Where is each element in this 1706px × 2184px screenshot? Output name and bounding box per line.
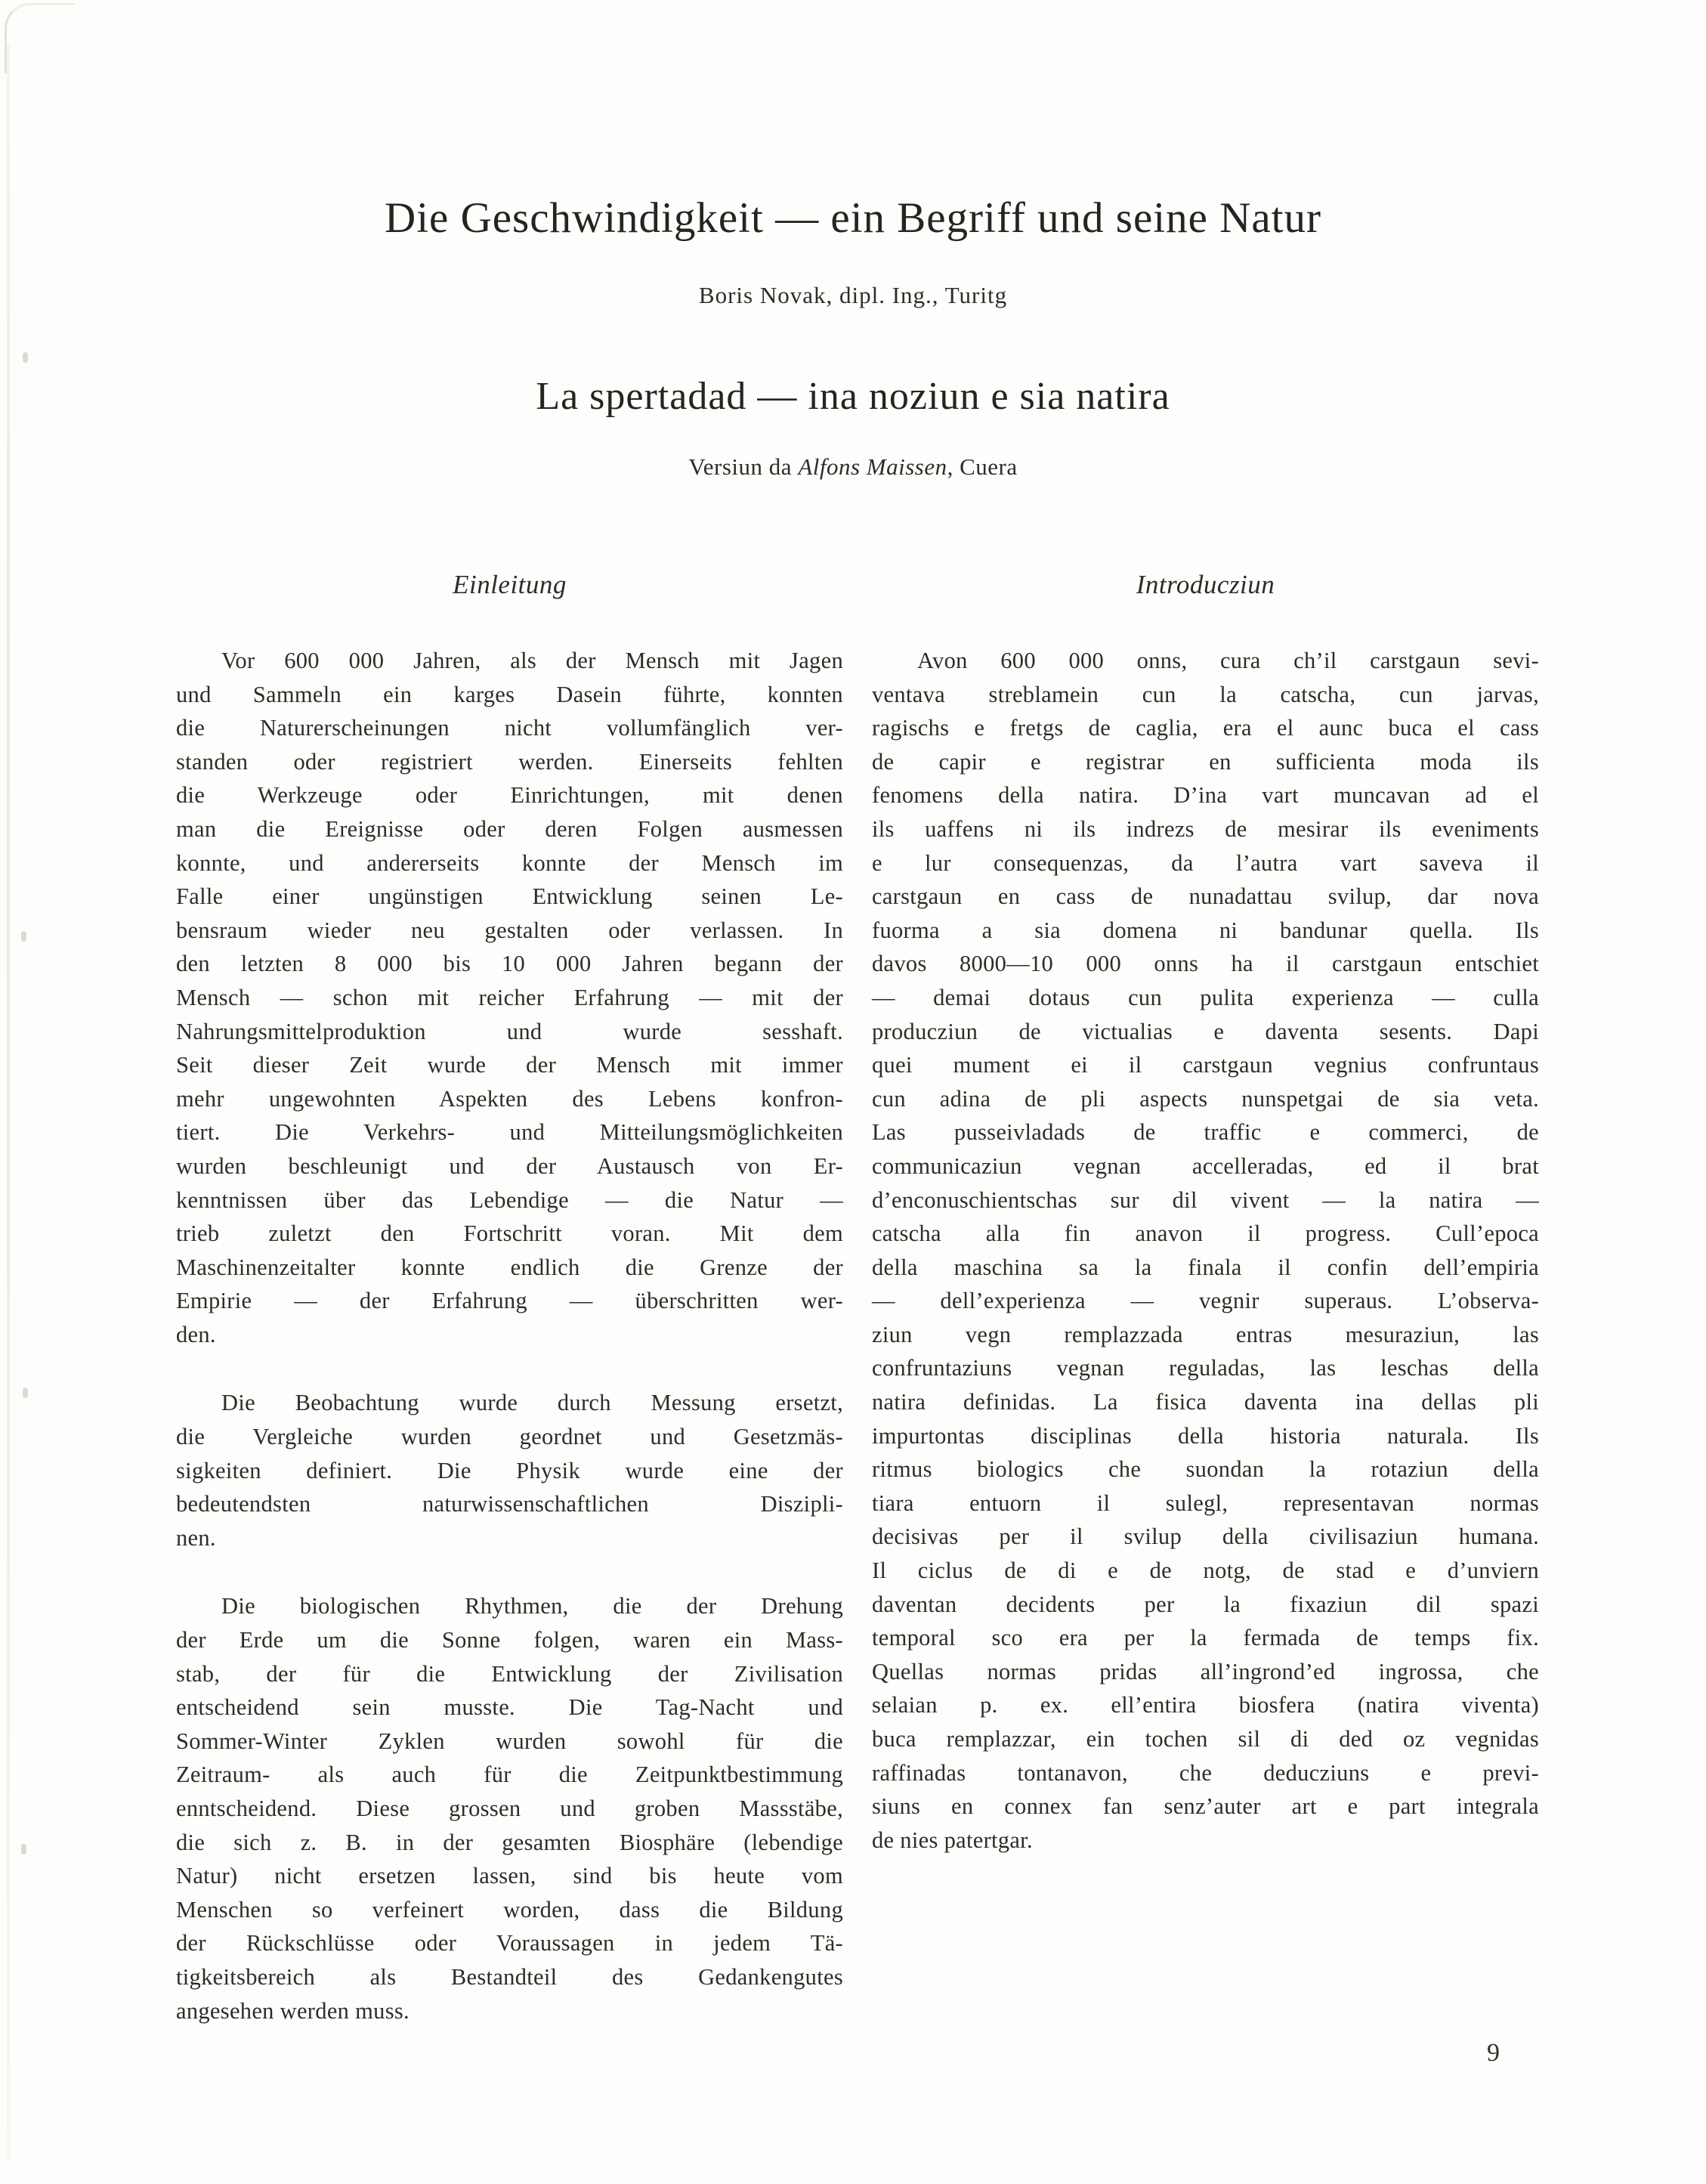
two-column-body	[0, 570, 1706, 2028]
page-number: 9	[1487, 2039, 1500, 2067]
text-line: tiara entuorn il sulegl, representavan normas	[872, 1490, 1539, 1516]
text-line: davos 8000—10 000 onns ha il carstgaun entschiet	[872, 951, 1539, 977]
text-line: selaian p. ex. ell’entira biosfera (natira viventa)	[872, 1692, 1539, 1718]
text-line: tiert. Die Verkehrs- und Mitteilungsmöglichkeiten	[176, 1119, 843, 1146]
text-line: fuorma a sia domena ni bandunar quella. Ils	[872, 917, 1539, 943]
text-line: trieb zuletzt den Fortschritt voran. Mit dem	[176, 1220, 843, 1247]
text-line: die sich z. B. in der gesamten Biosphäre (lebendige	[176, 1829, 843, 1855]
text-line: entscheidend sein musste. Die Tag-Nacht und	[176, 1694, 843, 1721]
text-line: buca remplazzar, ein tochen sil di ded oz vegnidas	[872, 1726, 1539, 1752]
text-line: konnte, und andererseits konnte der Mensch im	[176, 849, 843, 876]
text-line: quei mument ei il carstgaun vegnius confruntaus	[872, 1052, 1539, 1078]
text-line: ragischs e fretgs de caglia, era el aunc buca el cass	[872, 715, 1539, 741]
text-line: Il ciclus de di e de notg, de stad e d’unviern	[872, 1558, 1539, 1584]
text-line: Maschinenzeitalter konnte endlich die Grenze der	[176, 1254, 843, 1280]
text-line: enntscheidend. Diese grossen und groben Massstäbe,	[176, 1796, 843, 1821]
text-line: kenntnissen über das Lebendige — die Natur —	[176, 1186, 843, 1213]
text-line: ritmus biologics che suondan la rotaziun della	[872, 1456, 1539, 1483]
text-line: die Werkzeuge oder Einrichtungen, mit denen	[176, 782, 843, 809]
column-romansh	[872, 570, 1539, 2028]
text-line: ventava streblamein cun la catscha, cun jarvas,	[872, 681, 1539, 707]
paragraph	[176, 1589, 843, 2028]
column-romansh-text	[872, 644, 1539, 1857]
text-line: den.	[176, 1321, 216, 1347]
text-line: Nahrungsmittelproduktion und wurde sesshaft.	[176, 1018, 843, 1044]
text-line: della maschina sa la finala il confin dell’empiria	[872, 1254, 1539, 1280]
text-line: confruntaziuns vegnan reguladas, las leschas della	[872, 1355, 1539, 1381]
version-line	[0, 453, 1706, 481]
text-line: — demai dotaus cun pulita experienza — culla	[872, 984, 1539, 1010]
paragraph	[176, 1386, 843, 1554]
text-line: den letzten 8 000 bis 10 000 Jahren begann der	[176, 951, 843, 977]
text-line: die Vergleiche wurden geordnet und Gesetzmäs-	[176, 1424, 843, 1450]
text-line: raffinadas tontanavon, che deducziuns e previ-	[872, 1759, 1539, 1786]
text-line: catscha alla fin anavon il progress. Cull’epoca	[872, 1220, 1539, 1247]
text-line: Mensch — schon mit reicher Erfahrung — mit der	[176, 984, 843, 1010]
text-line: bedeutendsten naturwissenschaftlichen Diszipli-	[176, 1491, 843, 1517]
column-heading-introducziun: Introducziun	[1136, 570, 1275, 599]
text-line: de capir e registrar en sufficienta moda ils	[872, 748, 1539, 775]
text-line: Las pusseivladads de traffic e commerci, de	[872, 1119, 1539, 1146]
text-line: Empirie — der Erfahrung — überschritten wer-	[176, 1288, 843, 1314]
text-line: communicaziun vegnan accelleradas, ed il brat	[872, 1152, 1539, 1179]
version-prefix: Versiun da	[688, 453, 799, 480]
text-line: Menschen so verfeinert worden, dass die Bildung	[176, 1896, 843, 1923]
text-line: ils uaffens ni ils indrezs de mesirar ils eveniments	[872, 815, 1539, 842]
text-line: die Naturerscheinungen nicht vollumfänglich ver-	[176, 715, 843, 741]
version-suffix: , Cuera	[947, 453, 1018, 480]
text-line: siuns en connex fan senz’auter art e part integrala	[872, 1793, 1539, 1820]
text-line: cun adina de pli aspects nunspetgai de sia veta.	[872, 1085, 1539, 1112]
text-line: d’enconuschientschas sur dil vivent — la natira —	[872, 1186, 1539, 1213]
text-line: de nies patertgar.	[872, 1827, 1033, 1853]
text-line: tigkeitsbereich als Bestandteil des Gedankengutes	[176, 1963, 843, 1990]
text-line: Natur) nicht ersetzen lassen, sind bis heute vom	[176, 1863, 843, 1889]
text-line: Falle einer ungünstigen Entwicklung seinen Le-	[176, 883, 843, 910]
text-line: und Sammeln ein karges Dasein führte, konnten	[176, 681, 843, 707]
author-line: Boris Novak, dipl. Ing., Turitg	[698, 282, 1008, 308]
text-line: sigkeiten definiert. Die Physik wurde eine der	[176, 1457, 843, 1483]
paragraph	[872, 644, 1539, 1857]
text-line: stab, der für die Entwicklung der Zivilisation	[176, 1660, 843, 1687]
text-line: wurden beschleunigt und der Austausch von Er-	[176, 1152, 843, 1179]
text-line: Sommer-Winter Zyklen wurden sowohl für die	[176, 1728, 843, 1754]
text-line: bensraum wieder neu gestalten oder verlassen. In	[176, 917, 843, 943]
text-line: producziun de victualias e daventa sesents. Dapi	[872, 1018, 1539, 1044]
page-header	[0, 0, 1706, 481]
paragraph	[176, 644, 843, 1351]
text-line: — dell’experienza — vegnir superaus. L’observa-	[872, 1288, 1539, 1314]
text-line: mehr ungewohnten Aspekten des Lebens konfron-	[176, 1085, 843, 1112]
text-line: ziun vegn remplazzada entras mesuraziun, las	[872, 1321, 1539, 1347]
text-line: e lur consequenzas, da l’autra vart saveva il	[872, 849, 1539, 876]
text-line: natira definidas. La fisica daventa ina dellas pli	[872, 1389, 1539, 1415]
text-line: man die Ereignisse oder deren Folgen ausmessen	[176, 815, 843, 842]
title-romansh: La spertadad — ina noziun e sia natira	[536, 375, 1170, 418]
text-line: Zeitraum- als auch für die Zeitpunktbestimmung	[176, 1762, 843, 1788]
text-line: Die Beobachtung wurde durch Messung ersetzt,	[221, 1390, 843, 1416]
text-line: carstgaun en cass de nunadattau svilup, dar nova	[872, 883, 1539, 910]
text-line: nen.	[176, 1524, 216, 1551]
text-line: Avon 600 000 onns, cura ch’il carstgaun sevi-	[917, 648, 1539, 673]
text-line: standen oder registriert werden. Einerseits fehlten	[176, 748, 843, 775]
text-line: angesehen werden muss.	[176, 1997, 410, 2024]
text-line: Vor 600 000 Jahren, als der Mensch mit Jagen	[221, 648, 843, 673]
column-german-text	[176, 644, 843, 2028]
text-line: daventan decidents per la fixaziun dil spazi	[872, 1591, 1539, 1617]
text-line: fenomens della natira. D’ina vart muncavan ad el	[872, 782, 1539, 809]
text-line: Seit dieser Zeit wurde der Mensch mit immer	[176, 1052, 843, 1078]
text-line: decisivas per il svilup della civilisaziun humana.	[872, 1524, 1539, 1550]
translator-name: Alfons Maissen	[798, 453, 947, 480]
column-german	[176, 570, 843, 2028]
column-heading-einleitung: Einleitung	[453, 570, 567, 599]
title-german: Die Geschwindigkeit — ein Begriff und seine Natur	[385, 194, 1321, 242]
text-line: temporal sco era per la fermada de temps fix.	[872, 1625, 1539, 1651]
text-line: der Rückschlüsse oder Voraussagen in jedem Tä-	[176, 1930, 843, 1957]
text-line: Quellas normas pridas all’ingrond’ed ingrossa, che	[872, 1658, 1539, 1684]
text-line: impurtontas disciplinas della historia naturala. Ils	[872, 1422, 1539, 1449]
text-line: Die biologischen Rhythmen, die der Drehung	[221, 1593, 843, 1619]
text-line: der Erde um die Sonne folgen, waren ein Mass-	[176, 1627, 843, 1653]
